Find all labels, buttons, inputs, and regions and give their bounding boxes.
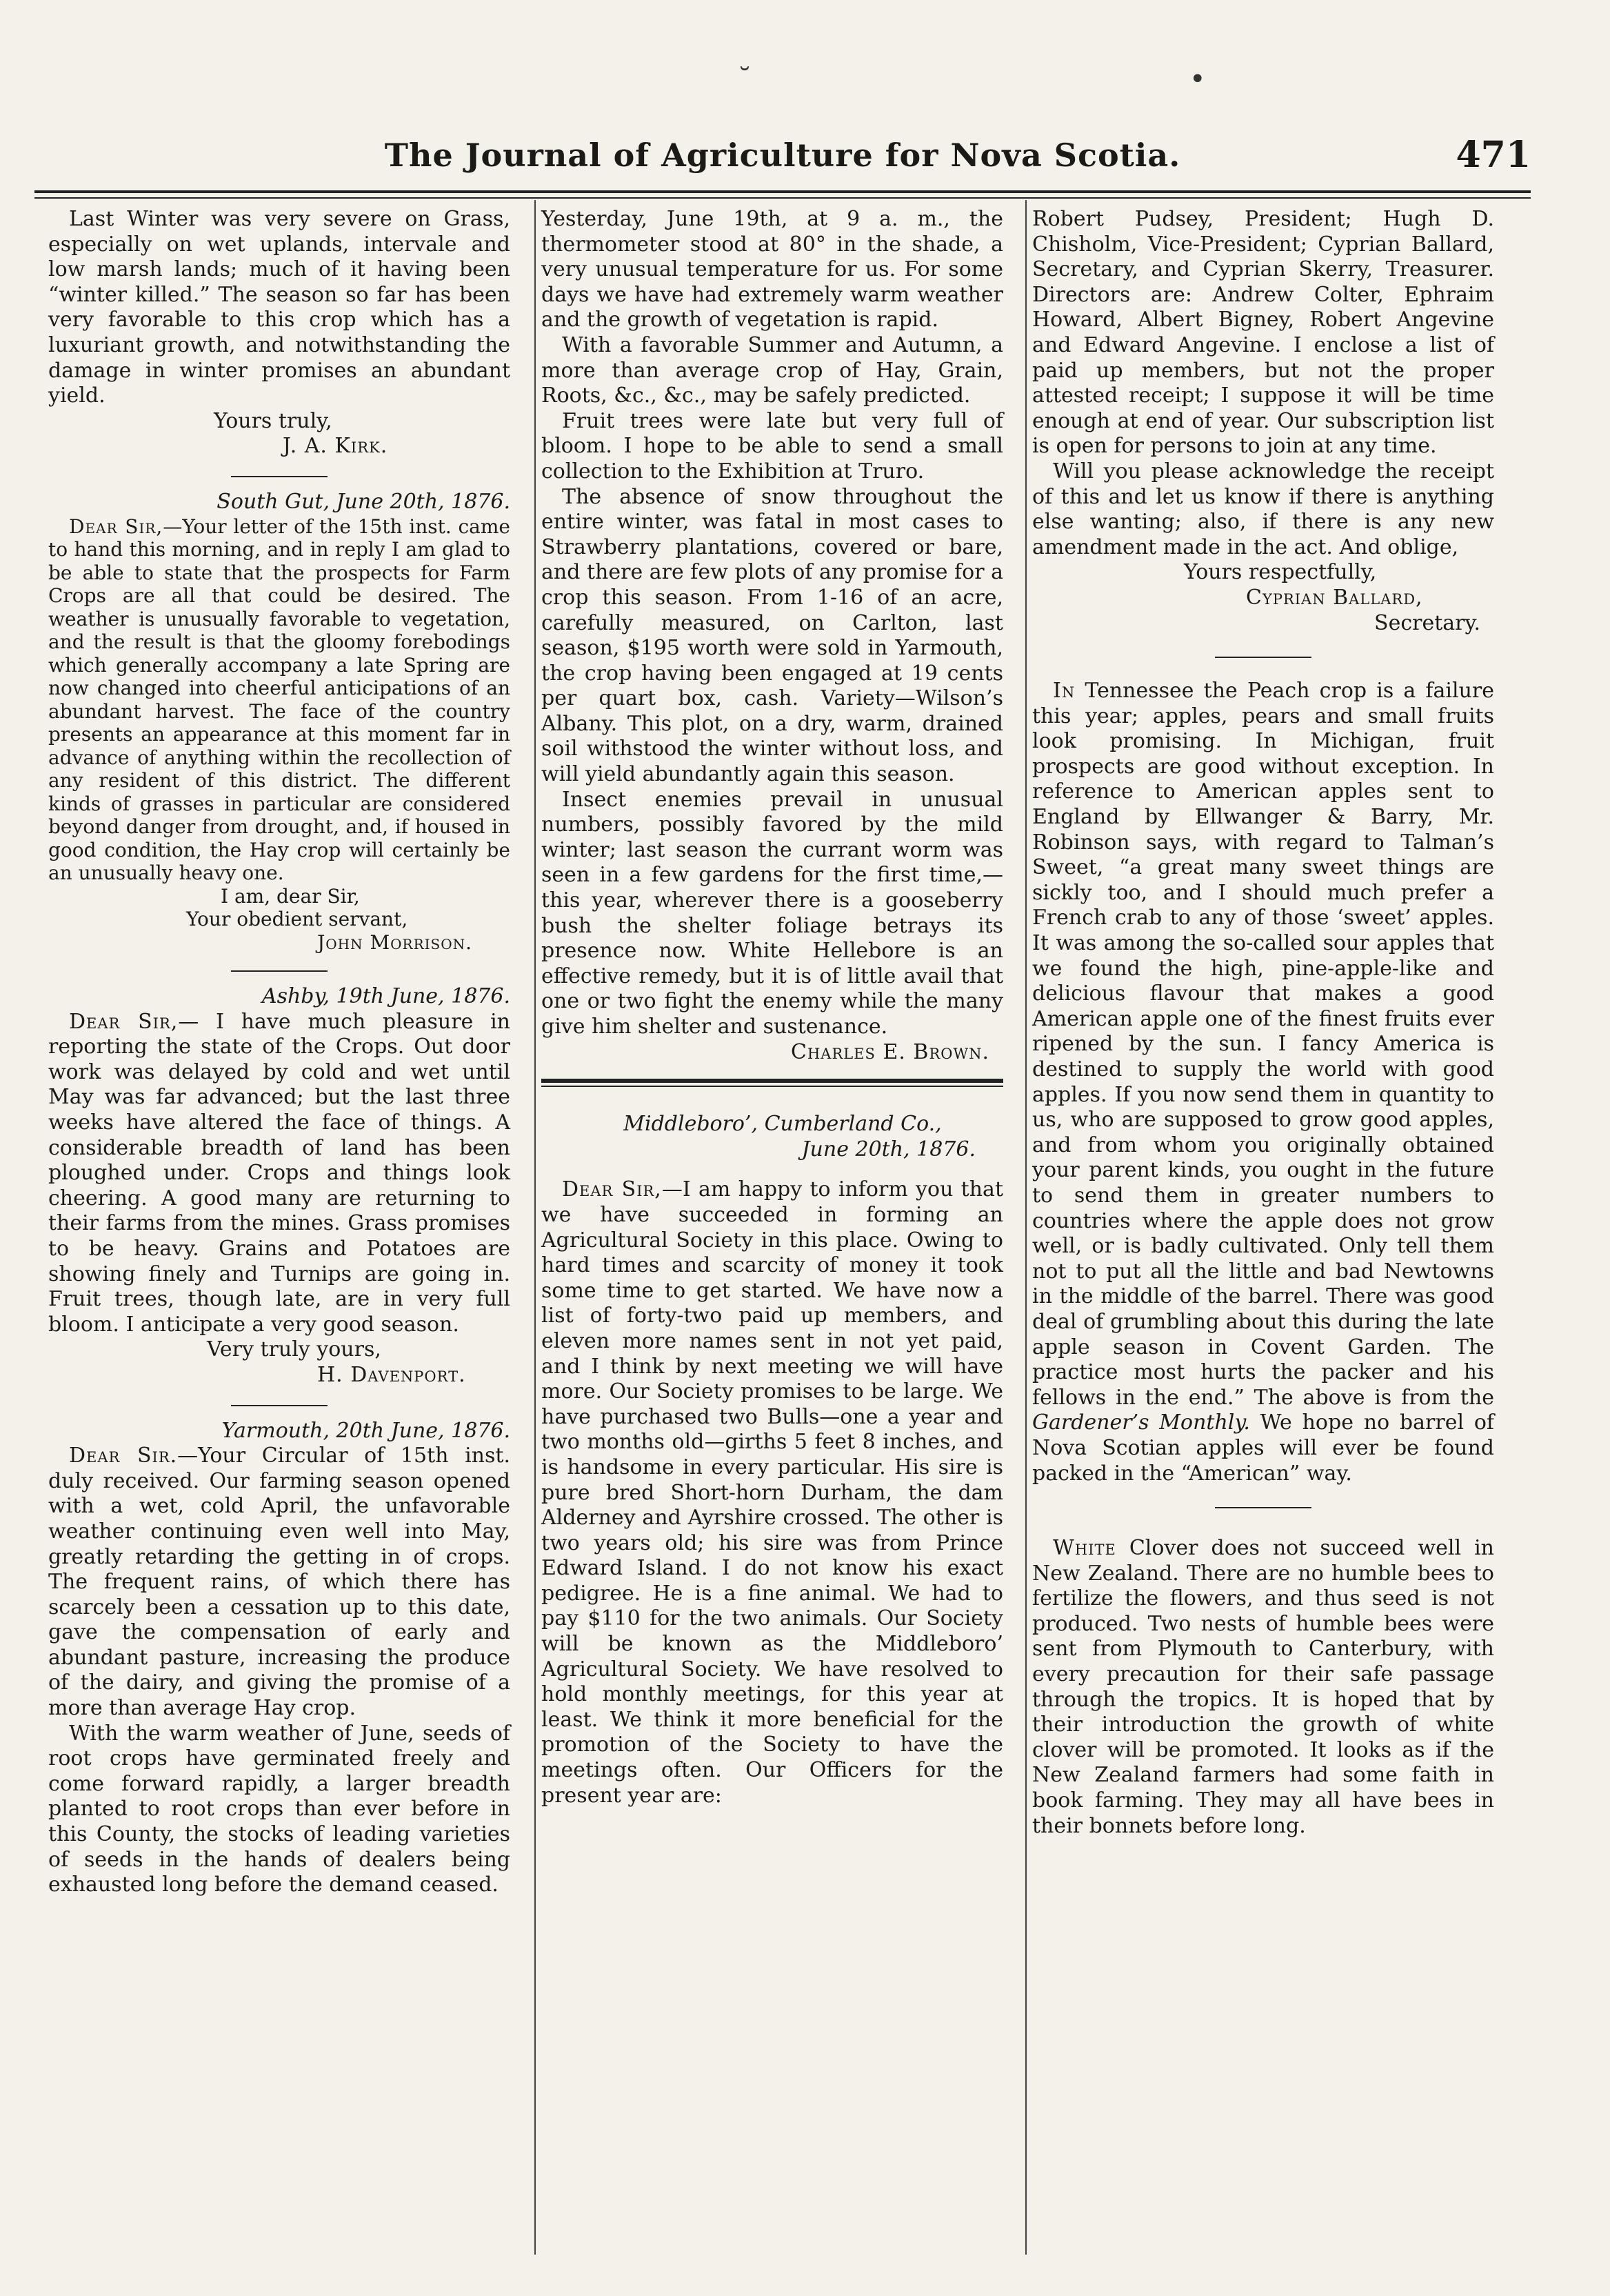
print-mark: ˘ <box>738 63 752 95</box>
closing: Very truly yours, <box>207 1337 381 1362</box>
closing: Yours truly, <box>214 408 332 433</box>
section-rule <box>541 1079 1003 1083</box>
header-rule <box>34 197 1531 199</box>
journal-title: The Journal of Agriculture for Nova Scotia. <box>384 137 1181 174</box>
brown-letter-text: With a favorable Summer and Autumn, a more than average crop of Hay, Grain, Roots, &c., &c., may be safely predicted. <box>541 332 1003 408</box>
lead-word: White <box>1053 1536 1116 1561</box>
middleboro-letter-text: —I am happy to inform you that we have succeeded in forming an Agricultural Society in this place. Owing to hard times and scarcity of money it took some time to get started. We have now a list of forty-two paid up members, and eleven more names sent in not yet paid, and I think by next meeting we will have more. Our Society promises to be large. We have purchased two Bulls—one a year and two months old—girths 5 feet 8 inches, and is handsome in every particular. His sire is pure bred Short-horn Durham, the dam Alderney and Ayrshire crossed. The other is two years old; his sire was from Prince Edward Island. I do not know his exact pedigree. He is a fine animal. We had to pay $110 for the two animals. Our Society will be known as the Middleboro’ Agricultural Society. We have resolved to hold monthly meetings, for this year at least. We think it more beneficial for the promotion of the Society to have the meetings often. Our Officers for the present year are: <box>541 1177 1003 1808</box>
brown-letter-text: Fruit trees were late but very full of bloom. I hope to be able to send a small collection to the Exhibition at Truro. <box>541 408 1003 483</box>
column-divider <box>1025 200 1027 2255</box>
brown-letter-text: With the warm weather of June, seeds of root crops have germinated freely and come forward rapidly, a larger breadth planted to root crops than ever before in this County, the stocks of leading varieties of seeds in the hands of dealers being exhausted long before the demand ceased. <box>48 1721 510 1897</box>
divider <box>231 970 328 972</box>
column-2 <box>541 207 1003 1808</box>
dateline: June 20th, 1876. <box>801 1137 976 1161</box>
source-title: Gardener’s Monthly. <box>1032 1410 1250 1435</box>
divider <box>1215 1507 1311 1508</box>
kirk-letter-text: Last Winter was very severe on Grass, especially on wet uplands, intervale and low marsh lands; much of it having been “winter killed.” The season so far has been very favorable to this crop which has a luxuriant growth, and notwithstanding the damage in winter promises an abundant yield. <box>48 207 510 408</box>
salutation: Dear Sir, <box>562 1177 662 1202</box>
peach-item-text: We hope no barrel of Nova Scotian apples will ever be found packed in the “American” way. <box>1032 1410 1494 1486</box>
column-3 <box>1032 207 1494 1839</box>
column-1 <box>48 207 510 1898</box>
dateline: Middleboro’, Cumberland Co., <box>623 1112 942 1137</box>
closing: I am, dear Sir, <box>221 884 360 908</box>
section-rule <box>541 1086 1003 1087</box>
signature: John Morrison. <box>317 930 473 954</box>
brown-letter-text: Insect enemies prevail in unusual numbers, possibly favored by the mild winter; last season the currant worm was seen in a few gardens for the first time,—this year, wherever there is a gooseberry bush the shelter foliage betrays its presence now. White Hellebore is an effective remedy, but it is of little avail that one or two fight the enemy while the many give him shelter and sustenance. <box>541 787 1003 1039</box>
brown-letter-text: The absence of snow throughout the entire winter, was fatal in most cases to Strawberry plantations, covered or bare, and there are few plots of any promise for a crop this season. From 1-16 of an acre, carefully measured, on Carlton, last season, $195 worth were sold in Yarmouth, the crop having been engaged at 19 cents per quart box, cash. Variety—Wilson’s Albany. This plot, on a dry, warm, drained soil withstood the winter without loss, and will yield abundantly again this season. <box>541 484 1003 787</box>
masthead <box>34 131 1531 186</box>
closing: Yours respectfully, <box>1184 560 1377 585</box>
davenport-letter-text: — I have much pleasure in reporting the state of the Crops. Out door work was delayed by cold and wet until May was far advanced; but the last three weeks have altered the face of things. A considerable breadth of land has been ploughed under. Crops and things look cheering. A good many are returning to their farms from the mines. Grass promises to be heavy. Grains and Potatoes are showing finely and Turnips are going in. Fruit trees, though late, are in very full bloom. I anticipate a very good season. <box>48 1009 510 1337</box>
signature: J. A. Kirk. <box>283 434 388 459</box>
signature: Charles E. Brown. <box>791 1039 989 1064</box>
peach-item-text: Tennessee the Peach crop is a failure this year; apples, pears and small fruits look promising. In Michigan, fruit prospects are good without exception. In reference to American apples sent to England by Ellwanger & Barry, Mr. Robinson says, with regard to Talman’s Sweet, “a great many sweet things are sickly too, and I should much prefer a French crab to any of those ‘sweet’ apples. It was among the so-called sour apples that we found the high, pine-apple-like and delicious flavour that makes a good American apple one of the finest fruits ever ripened by the sun. I fancy America is destined to supply the world with good apples. If you now send them in quantity to us, who are supposed to grow good apples, and from whom you originally obtained your parent kinds, you ought in the future to send them in greater numbers to countries where the apple does not grow well, or is badly cultivated. Only tell them not to put all the little and bad Newtowns in the middle of the barrel. There was good deal of grumbling about this during the late apple season in Covent Garden. The practice most hurts the packer and his fellows in the end.” The above is from the <box>1032 679 1494 1410</box>
salutation: Dear Sir, <box>69 515 163 538</box>
divider <box>1215 657 1311 658</box>
signature-title: Secretary. <box>1374 610 1480 635</box>
closing: Your obedient servant, <box>186 908 408 931</box>
brown-letter-text: —Your Circular of 15th inst. duly received. Our farming season opened with a wet, cold April, the unfavorable weather continuing even well into May, greatly retarding the getting in of crops. The frequent rains, of which there has scarcely been a cessation up to this date, gave the compensation of early and abundant pasture, increasing the produce of the dairy, and giving the promise of a more than average Hay crop. <box>48 1444 510 1721</box>
divider <box>231 1405 328 1406</box>
salutation: Dear Sir, <box>69 1009 179 1034</box>
dateline: Yarmouth, 20th June, 1876. <box>221 1418 510 1443</box>
dateline: Ashby, 19th June, 1876. <box>261 984 510 1009</box>
print-mark: • <box>1189 63 1206 95</box>
middleboro-letter-text: Robert Pudsey, President; Hugh D. Chisholm, Vice-President; Cyprian Ballard, Secretary, and Cyprian Skerry, Treasurer. Directors are: Andrew Colter, Ephraim Howard, Albert Bigney, Robert Angevine and Edward Angevine. I enclose a list of paid up members, but not the proper attested receipt; I suppose it will be time enough at end of year. Our subscription list is open for persons to join at any time. <box>1032 207 1494 459</box>
middleboro-letter-text: Will you please acknowledge the receipt of this and let us know if there is anything else wanting; also, if there is any new amendment made in the act. And oblige, <box>1032 459 1494 559</box>
clover-item-text: Clover does not succeed well in New Zealand. There are no humble bees to fertilize the flowers, and thus seed is not produced. Two nests of humble bees were sent from Plymouth to Canterbury, with every precaution for their safe passage through the tropics. It is hoped that by their introduction the growth of white clover will be promoted. It looks as if the New Zealand farmers had some faith in book farming. They may all have bees in their bonnets before long. <box>1032 1536 1494 1838</box>
page-number: 471 <box>1456 134 1531 176</box>
column-divider <box>534 200 536 2255</box>
lead-word: In <box>1053 679 1076 703</box>
header-rule <box>34 190 1531 193</box>
divider <box>231 476 328 477</box>
dateline: South Gut, June 20th, 1876. <box>217 489 510 514</box>
brown-letter-text: Yesterday, June 19th, at 9 a. m., the thermometer stood at 80° in the shade, a very unusual temperature for us. For some days we have had extremely warm weather and the growth of vegetation is rapid. <box>541 207 1003 332</box>
signature: Cyprian Ballard, <box>1246 585 1423 610</box>
signature: H. Davenport. <box>317 1362 466 1387</box>
salutation: Dear Sir. <box>69 1444 178 1468</box>
morrison-letter-text: —Your letter of the 15th inst. came to hand this morning, and in reply I am glad to be able to state that the prospects for Farm Crops are all that could be desired. The weather is unusually favorable to vegetation, and the result is that the gloomy forebodings which generally accompany a late Spring are now changed into cheerful anticipations of an abundant harvest. The face of the country presents an appearance at this moment far in advance of anything within the recollection of any resident of this district. The different kinds of grasses in particular are considered beyond danger from drought, and, if housed in good condition, the Hay crop will certainly be an unusually heavy one. <box>48 515 510 885</box>
